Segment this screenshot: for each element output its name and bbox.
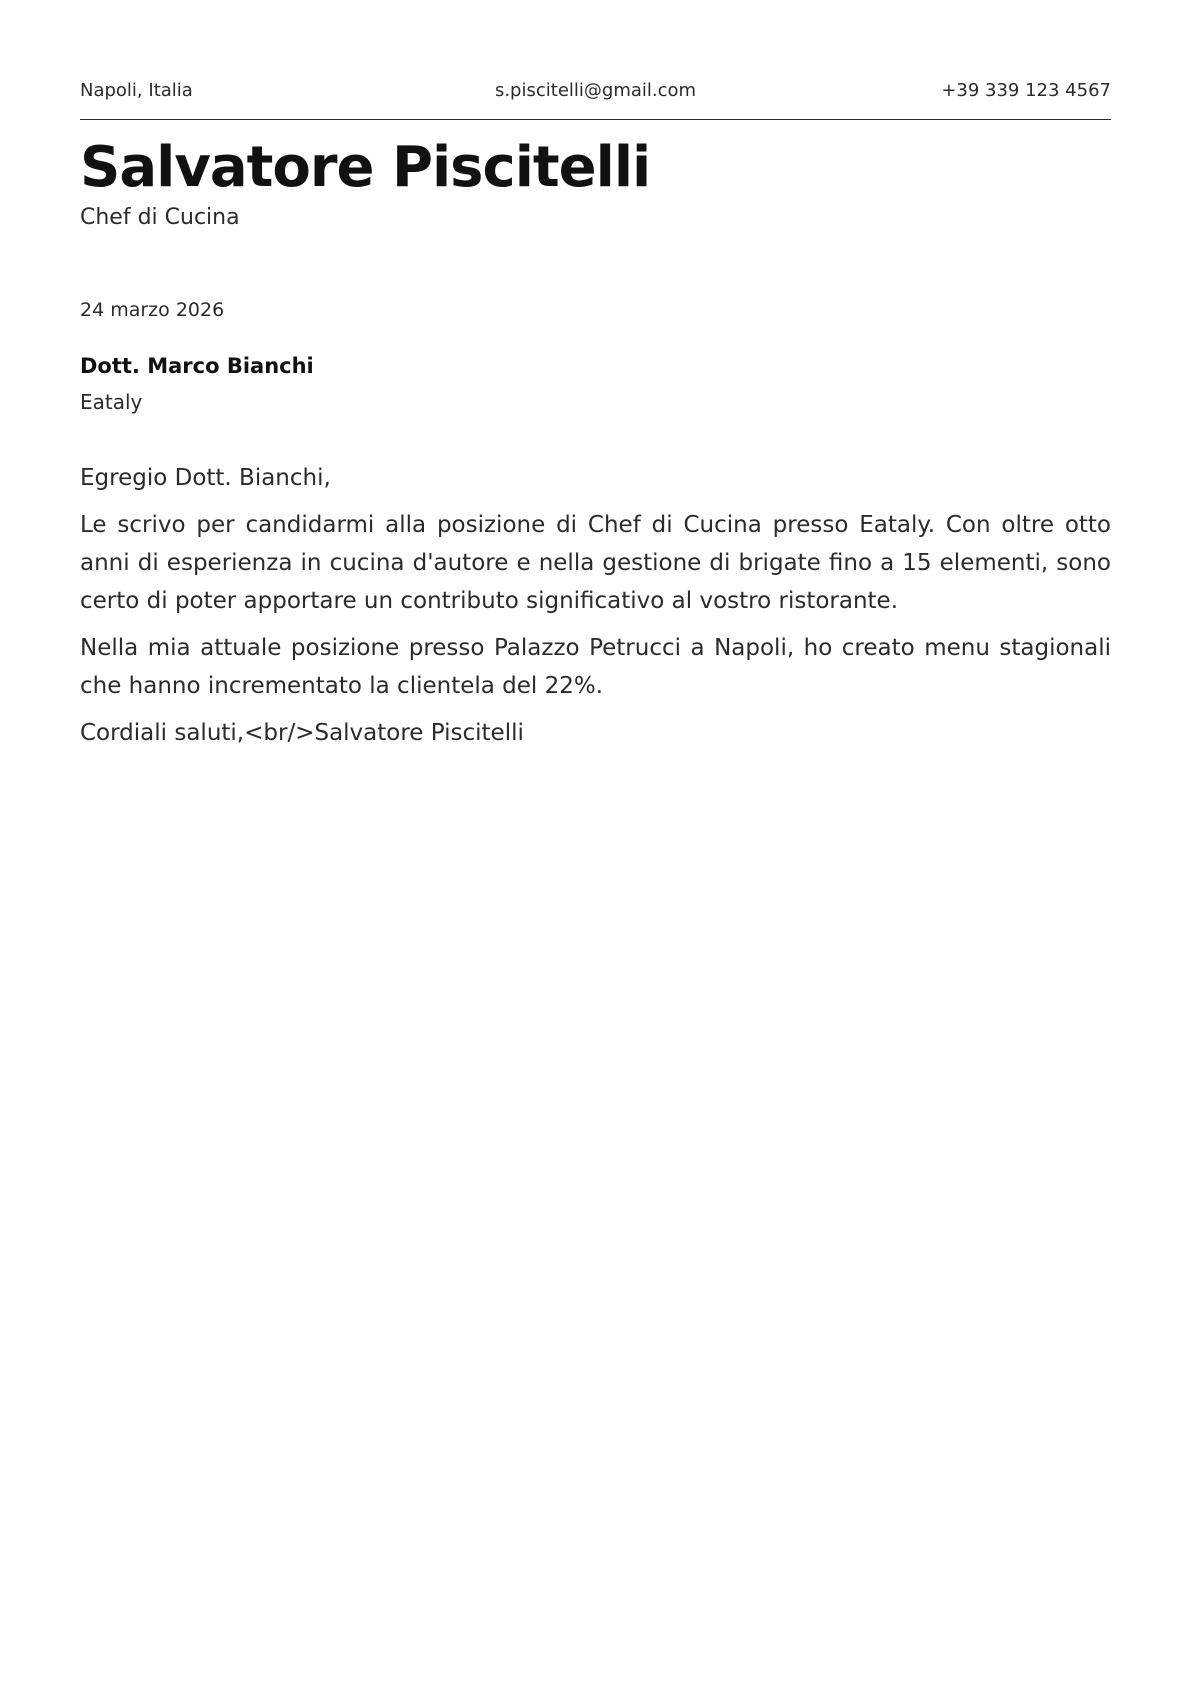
sender-role: Chef di Cucina <box>80 205 240 230</box>
contact-email: s.piscitelli@gmail.com <box>494 80 697 101</box>
contact-row <box>80 80 1111 104</box>
contact-phone: +39 339 123 4567 <box>941 80 1111 101</box>
letter-paragraph: Nella mia attuale posizione presso Palazzo Petrucci a Napoli, ho creato menu stagionali che hanno incrementato la clientela del 22%. <box>80 635 1111 699</box>
recipient-company: Eataly <box>80 390 143 414</box>
letter-date: 24 marzo 2026 <box>80 299 225 321</box>
header-divider <box>80 119 1111 120</box>
letter-closing: Cordiali saluti,<br/>Salvatore Piscitelli <box>80 720 524 746</box>
contact-location: Napoli, Italia <box>80 80 193 101</box>
sender-name: Salvatore Piscitelli <box>80 135 651 200</box>
letter-body <box>80 459 1111 761</box>
letter-paragraph: Le scrivo per candidarmi alla posizione di Chef di Cucina presso Eataly. Con oltre otto anni di esperienza in cucina d'autore e nella gestione di brigate fino a 15 elementi, sono certo di poter apportare un contributo significativo al vostro ristorante. <box>80 512 1111 614</box>
letter-greeting: Egregio Dott. Bianchi, <box>80 465 331 491</box>
recipient-name: Dott. Marco Bianchi <box>80 354 314 378</box>
